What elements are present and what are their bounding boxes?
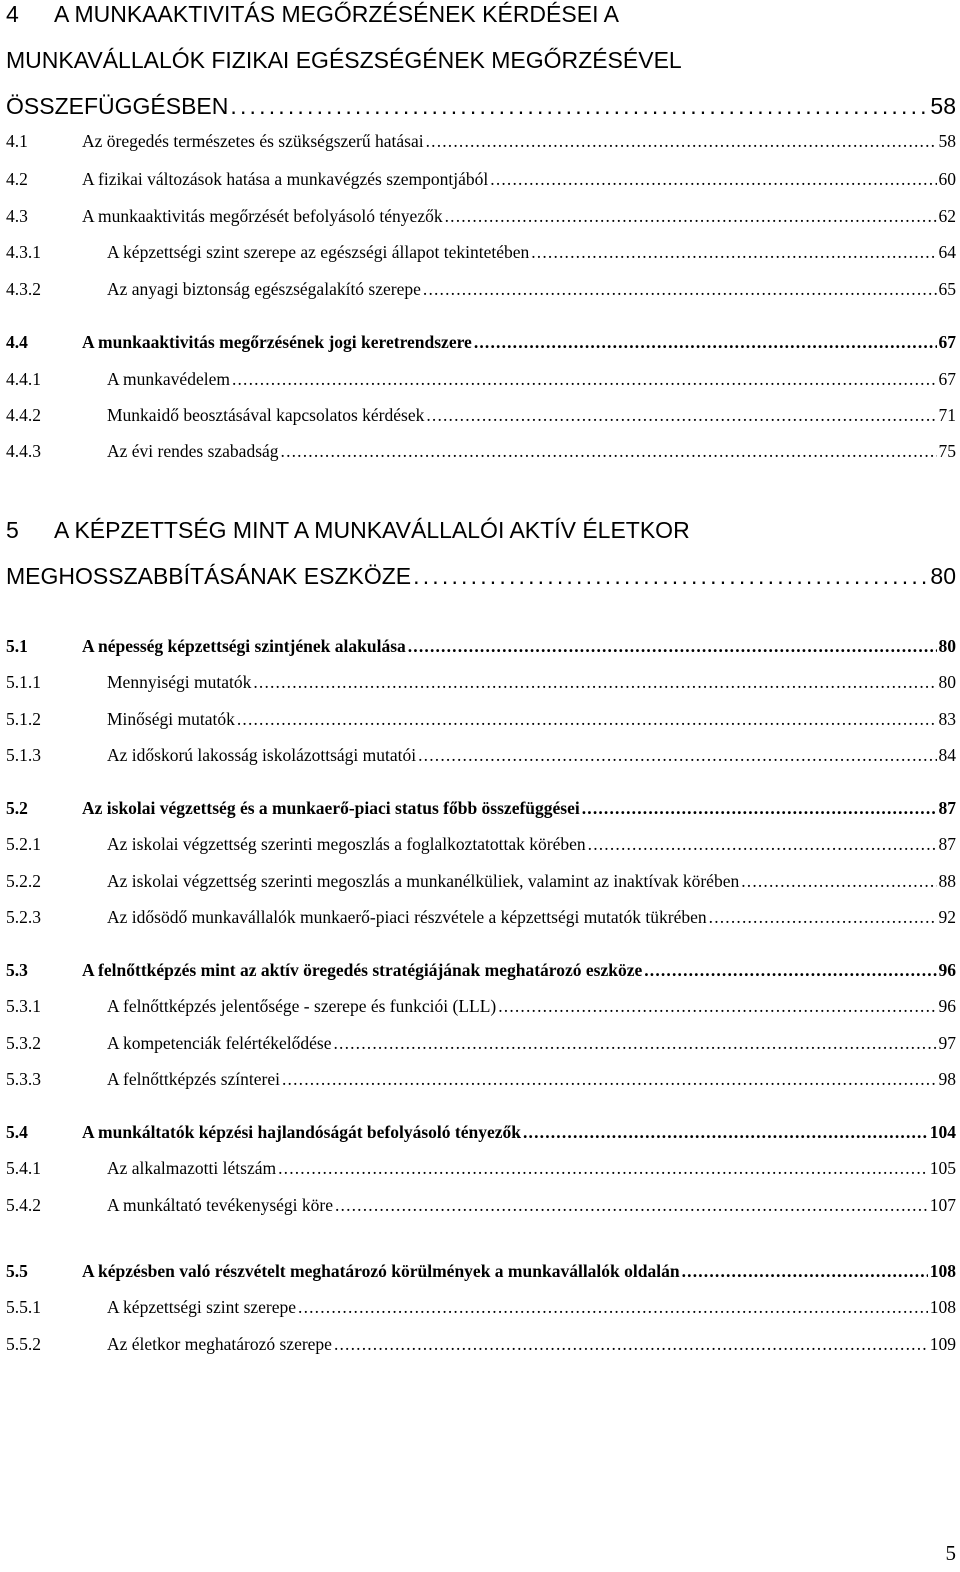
toc-entry[interactable]	[6, 834, 956, 862]
entry-title: Az idősödő munkavállalók munkaerő-piaci részvétele a képzettségi mutatók tükrében	[107, 907, 707, 927]
dot-leader	[582, 798, 937, 819]
toc-entry[interactable]	[6, 745, 956, 773]
dot-leader	[588, 834, 937, 855]
dot-leader	[298, 1297, 928, 1318]
entry-number: 4.1	[6, 131, 28, 151]
page-ref: 104	[929, 1122, 956, 1142]
toc-chapter-4[interactable]	[6, 0, 956, 129]
entry-number: 5.5.2	[6, 1334, 41, 1354]
page-ref: 80	[938, 636, 956, 656]
toc-entry[interactable]	[6, 672, 956, 700]
entry-number: 5.1.1	[6, 672, 41, 692]
entry-title: Az öregedés természetes és szükségszerű hatásai	[82, 131, 424, 151]
page-ref: 108	[929, 1297, 956, 1317]
entry-number: 5.1.3	[6, 745, 41, 765]
dot-leader	[408, 636, 937, 657]
page-ref: 98	[938, 1069, 956, 1089]
dot-leader	[426, 131, 937, 152]
entry-title: Az iskolai végzettség szerinti megoszlás a munkanélküliek, valamint az inaktívak körében	[107, 871, 740, 891]
entry-title: Az anyagi biztonság egészségalakító szerepe	[107, 279, 421, 299]
dot-leader	[418, 745, 936, 766]
entry-number: 4.2	[6, 169, 28, 189]
entry-number: 4.4.2	[6, 405, 41, 425]
toc-entry[interactable]	[6, 636, 956, 666]
entry-number: 5.3.2	[6, 1033, 41, 1053]
dot-leader	[682, 1261, 928, 1282]
dot-leader	[523, 1122, 928, 1143]
page-ref: 71	[938, 405, 956, 425]
dot-leader	[334, 1334, 928, 1355]
entry-title: A képzettségi szint szerepe az egészségi állapot tekintetében	[107, 242, 530, 262]
entry-number: 4.4	[6, 332, 28, 352]
entry-title: Az életkor meghatározó szerepe	[107, 1334, 332, 1354]
chapter-number: 4	[6, 1, 19, 27]
toc-entry[interactable]	[6, 960, 956, 990]
entry-title: Minőségi mutatók	[107, 709, 235, 729]
toc-entry[interactable]	[6, 798, 956, 828]
page-ref: 87	[938, 834, 956, 854]
entry-title: Az időskorú lakosság iskolázottsági mutatói	[107, 745, 417, 765]
dot-leader	[445, 206, 937, 227]
entry-title: A munkavédelem	[107, 369, 230, 389]
entry-title: A kompetenciák felértékelődése	[107, 1033, 332, 1053]
toc-entry[interactable]	[6, 1158, 956, 1186]
page-ref: 62	[938, 206, 956, 226]
entry-title: A népesség képzettségi szintjének alakulása	[82, 636, 406, 656]
dot-leader	[335, 1195, 928, 1216]
entry-number: 4.3	[6, 206, 28, 226]
dot-leader	[281, 441, 937, 462]
entry-title: A munkáltató tevékenységi köre	[107, 1195, 333, 1215]
chapter-title-line: A MUNKAAKTIVITÁS MEGŐRZÉSÉNEK KÉRDÉSEI A	[54, 1, 619, 27]
dot-leader	[426, 405, 936, 426]
dot-leader	[498, 996, 936, 1017]
chapter-title-line: ÖSSZEFÜGGÉSBEN	[6, 93, 229, 119]
entry-number: 5.5.1	[6, 1297, 41, 1317]
page-ref: 80	[938, 672, 956, 692]
dot-leader	[237, 709, 937, 730]
page-ref: 64	[938, 242, 956, 262]
dot-leader	[474, 332, 937, 353]
entry-number: 4.3.2	[6, 279, 41, 299]
toc-entry[interactable]	[6, 131, 956, 161]
page-ref: 67	[938, 369, 956, 389]
page-ref: 58	[938, 131, 956, 151]
page-ref: 88	[938, 871, 956, 891]
entry-title: A munkaaktivitás megőrzését befolyásoló tényezők	[82, 206, 443, 226]
entry-title: Az évi rendes szabadság	[107, 441, 279, 461]
toc-entry[interactable]	[6, 871, 956, 899]
page-ref: 92	[938, 907, 956, 927]
toc-entry[interactable]	[6, 1195, 956, 1223]
dot-leader	[490, 169, 936, 190]
toc-entry[interactable]	[6, 1297, 956, 1325]
entry-title: Az iskolai végzettség szerinti megoszlás a foglalkoztatottak körében	[107, 834, 586, 854]
chapter-title-line: MUNKAVÁLLALÓK FIZIKAI EGÉSZSÉGÉNEK MEGŐRZÉSÉVEL	[6, 47, 682, 73]
entry-number: 5.2.1	[6, 834, 41, 854]
chapter-title-line: MEGHOSSZABBÍTÁSÁNAK ESZKÖZE	[6, 563, 412, 589]
entry-number: 5.5	[6, 1261, 28, 1281]
entry-number: 5.4	[6, 1122, 28, 1142]
dot-leader	[644, 960, 936, 981]
toc-entry[interactable]	[6, 1122, 956, 1152]
entry-title: A felnőttképzés színterei	[107, 1069, 280, 1089]
page-ref: 75	[938, 441, 956, 461]
toc-entry[interactable]	[6, 1261, 956, 1291]
dot-leader	[413, 553, 928, 599]
entry-number: 5.3	[6, 960, 28, 980]
toc-entry[interactable]	[6, 405, 956, 433]
entry-title: A képzésben való részvételt meghatározó körülmények a munkavállalók oldalán	[82, 1261, 680, 1281]
entry-title: Mennyiségi mutatók	[107, 672, 252, 692]
entry-number: 5.3.1	[6, 996, 41, 1016]
page-ref: 84	[938, 745, 956, 765]
dot-leader	[741, 871, 936, 892]
toc-entry[interactable]	[6, 907, 956, 935]
page-ref: 67	[938, 332, 956, 352]
entry-number: 5.2.2	[6, 871, 41, 891]
page-ref: 87	[938, 798, 956, 818]
page-ref: 105	[929, 1158, 956, 1178]
page-ref: 108	[929, 1261, 956, 1281]
page-ref: 65	[938, 279, 956, 299]
entry-title: A felnőttképzés jelentősége - szerepe és funkciói (LLL)	[107, 996, 497, 1016]
entry-title: A képzettségi szint szerepe	[107, 1297, 297, 1317]
entry-title: Munkaidő beosztásával kapcsolatos kérdések	[107, 405, 425, 425]
toc-entry[interactable]	[6, 1033, 956, 1061]
entry-title: Az iskolai végzettség és a munkaerő-piaci status főbb összefüggései	[82, 798, 580, 818]
toc-entry[interactable]	[6, 1334, 956, 1362]
chapter-title-line: A KÉPZETTSÉG MINT A MUNKAVÁLLALÓI AKTÍV ÉLETKOR	[54, 517, 690, 543]
dot-leader	[232, 369, 937, 390]
entry-title: A munkáltatók képzési hajlandóságát befolyásoló tényezők	[82, 1122, 521, 1142]
dot-leader	[531, 242, 936, 263]
dot-leader	[253, 672, 936, 693]
toc-entry[interactable]	[6, 206, 956, 236]
toc-entry[interactable]	[6, 996, 956, 1024]
page-ref: 58	[930, 93, 956, 119]
dot-leader	[282, 1069, 937, 1090]
entry-number: 5.2.3	[6, 907, 41, 927]
entry-number: 4.3.1	[6, 242, 41, 262]
page-ref: 107	[929, 1195, 956, 1215]
dot-leader	[423, 279, 937, 300]
entry-number: 5.2	[6, 798, 28, 818]
page-ref: 80	[930, 563, 956, 589]
entry-title: A felnőttképzés mint az aktív öregedés stratégiájának meghatározó eszköze	[82, 960, 643, 980]
toc-entry[interactable]	[6, 242, 956, 270]
page-ref: 60	[938, 169, 956, 189]
entry-number: 4.4.3	[6, 441, 41, 461]
toc-entry[interactable]	[6, 1069, 956, 1097]
page-ref: 83	[938, 709, 956, 729]
dot-leader	[278, 1158, 928, 1179]
entry-number: 5.4.2	[6, 1195, 41, 1215]
entry-number: 4.4.1	[6, 369, 41, 389]
toc-entry[interactable]	[6, 441, 956, 469]
page-ref: 109	[929, 1334, 956, 1354]
toc-entry[interactable]	[6, 709, 956, 737]
chapter-number: 5	[6, 517, 19, 543]
entry-title: A fizikai változások hatása a munkavégzés szempontjából	[82, 169, 489, 189]
entry-number: 5.1	[6, 636, 28, 656]
dot-leader	[333, 1033, 936, 1054]
page-number: 5	[945, 1541, 956, 1565]
entry-number: 5.1.2	[6, 709, 41, 729]
dot-leader	[230, 83, 928, 129]
entry-title: A munkaaktivitás megőrzésének jogi keretrendszere	[82, 332, 472, 352]
entry-number: 5.3.3	[6, 1069, 41, 1089]
entry-title: Az alkalmazotti létszám	[107, 1158, 277, 1178]
page-ref: 96	[938, 996, 956, 1016]
page-ref: 96	[938, 960, 956, 980]
toc-entry[interactable]	[6, 169, 956, 199]
entry-number: 5.4.1	[6, 1158, 41, 1178]
page-ref: 97	[938, 1033, 956, 1053]
dot-leader	[709, 907, 937, 928]
toc-entry[interactable]	[6, 332, 956, 362]
toc-chapter-5[interactable]	[6, 507, 956, 599]
toc-entry[interactable]	[6, 279, 956, 307]
toc-entry[interactable]	[6, 369, 956, 397]
